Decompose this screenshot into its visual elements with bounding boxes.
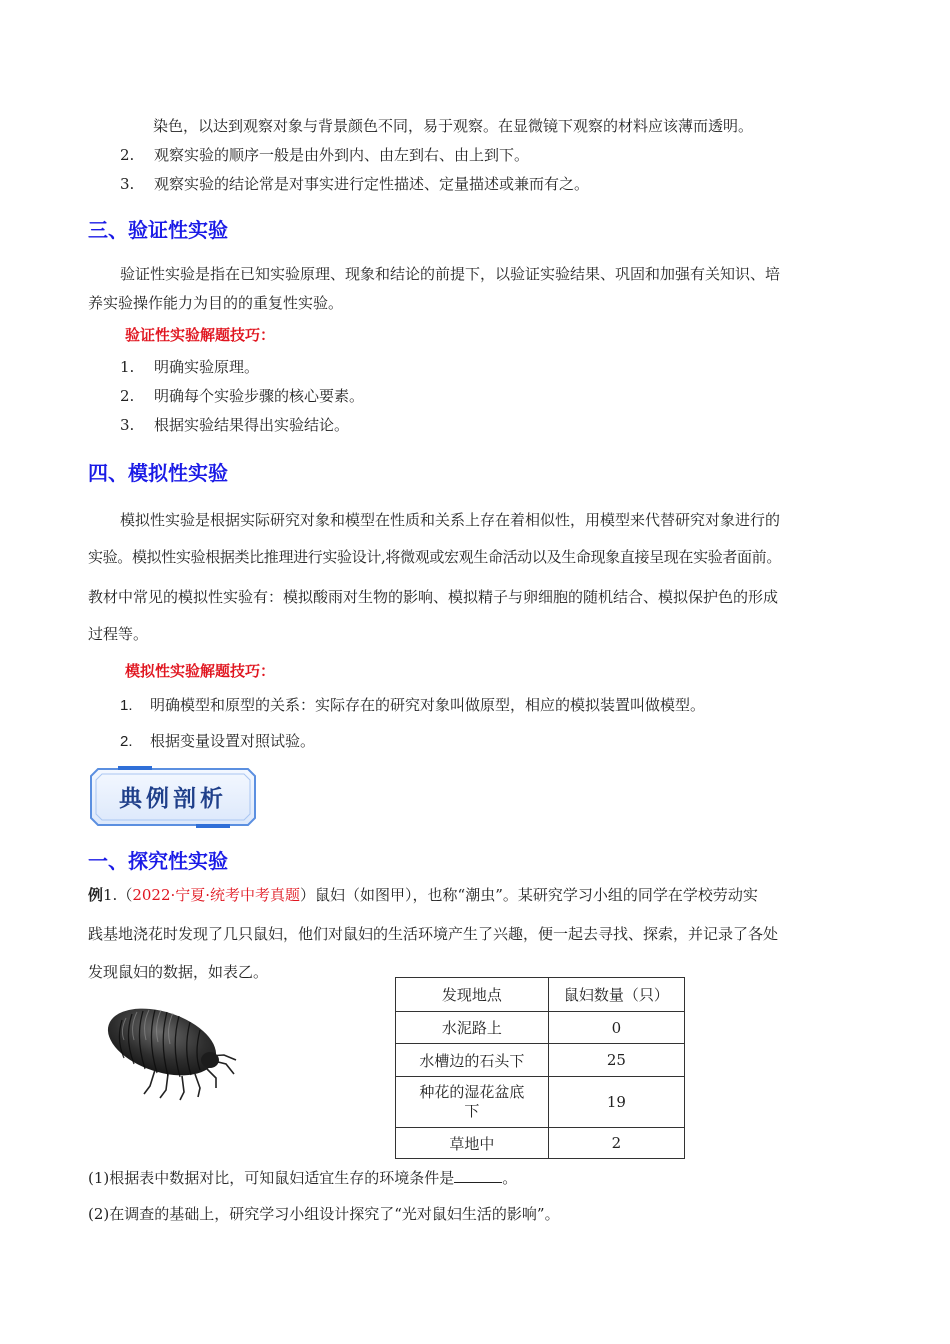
list-number: 1. bbox=[120, 697, 133, 714]
question-line bbox=[88, 1168, 517, 1188]
table-cell-place: 水泥路上 bbox=[396, 1012, 549, 1044]
list-item bbox=[120, 174, 589, 194]
table-header-cell: 鼠妇数量（只） bbox=[548, 978, 684, 1012]
list-number: 3. bbox=[120, 416, 135, 434]
list-item bbox=[120, 415, 349, 435]
tip-heading: 验证性实验解题技巧： bbox=[125, 326, 276, 344]
table-header-row bbox=[396, 978, 685, 1012]
table-cell-count: 25 bbox=[548, 1044, 684, 1077]
paragraph-line: 养实验操作能力为目的的重复性实验。 bbox=[88, 294, 344, 312]
table-cell-place-line: 下 bbox=[464, 1102, 480, 1120]
list-number: 3. bbox=[120, 175, 135, 193]
table-cell-count: 0 bbox=[548, 1012, 684, 1044]
paragraph-line: 教材中常见的模拟性实验有：模拟酸雨对生物的影响、模拟精子与卵细胞的随机结合、模拟保护色的形成 bbox=[88, 588, 779, 606]
list-number: 2. bbox=[120, 146, 135, 164]
list-number: 1. bbox=[120, 358, 135, 376]
list-item bbox=[120, 386, 364, 406]
example-prefix: 例 bbox=[88, 886, 104, 904]
list-item bbox=[120, 145, 529, 165]
badge-label: 典例剖析 bbox=[119, 786, 227, 812]
list-number: 2. bbox=[120, 733, 133, 750]
table-row bbox=[396, 1077, 685, 1128]
section-heading: 一、探究性实验 bbox=[88, 849, 228, 873]
paragraph-line: 模拟性实验是根据实际研究对象和模型在性质和关系上存在着相似性，用模型来代替研究对象进行的 bbox=[120, 511, 781, 529]
list-text: 根据变量设置对照试验。 bbox=[150, 732, 316, 750]
pill-bug-image bbox=[100, 1000, 245, 1105]
example-source: 2022·宁夏·统考中考真题 bbox=[132, 886, 301, 904]
paragraph-line: 发现鼠妇的数据，如表乙。 bbox=[88, 963, 269, 981]
table-cell-count: 19 bbox=[548, 1077, 684, 1128]
question-text-end: 。 bbox=[502, 1169, 518, 1187]
list-item bbox=[120, 357, 259, 377]
paragraph-line: 实验。模拟性实验根据类比推理进行实验设计,将微观或宏观生命活动以及生命现象直接呈现在实验者面前。 bbox=[88, 548, 781, 566]
table-row bbox=[396, 1128, 685, 1159]
paragraph-line: 验证性实验是指在已知实验原理、现象和结论的前提下，以验证实验结果、巩固和加强有关知识、培 bbox=[120, 265, 781, 283]
example-text: ）鼠妇（如图甲），也称“潮虫”。某研究学习小组的同学在学校劳动实 bbox=[300, 886, 758, 904]
table-cell-place bbox=[396, 1077, 549, 1128]
list-text: 根据实验结果得出实验结论。 bbox=[154, 416, 350, 434]
section-heading: 三、验证性实验 bbox=[88, 218, 228, 242]
example-line bbox=[88, 885, 758, 905]
question-line: (2)在调查的基础上，研究学习小组设计探究了“光对鼠妇生活的影响”。 bbox=[88, 1205, 560, 1223]
list-text: 观察实验的顺序一般是由外到内、由左到右、由上到下。 bbox=[154, 146, 530, 164]
list-text: 明确实验原理。 bbox=[154, 358, 260, 376]
section-badge bbox=[88, 766, 258, 828]
example-number: 1.（ bbox=[103, 886, 133, 904]
list-text: 明确每个实验步骤的核心要素。 bbox=[154, 387, 365, 405]
table-row bbox=[396, 1044, 685, 1077]
table-cell-place: 草地中 bbox=[396, 1128, 549, 1159]
answer-blank[interactable] bbox=[454, 1168, 502, 1183]
list-text: 明确模型和原型的关系：实际存在的研究对象叫做原型，相应的模拟装置叫做模型。 bbox=[150, 696, 706, 714]
data-table bbox=[395, 977, 685, 1159]
table-row bbox=[396, 1012, 685, 1044]
section-heading: 四、模拟性实验 bbox=[88, 461, 228, 485]
tip-heading: 模拟性实验解题技巧： bbox=[125, 662, 276, 680]
question-text: (1)根据表中数据对比，可知鼠妇适宜生存的环境条件是 bbox=[88, 1169, 455, 1187]
paragraph-line: 过程等。 bbox=[88, 625, 149, 643]
table-cell-place-line: 种花的湿花盆底 bbox=[419, 1083, 525, 1101]
list-number: 2. bbox=[120, 387, 135, 405]
paragraph-line: 染色，以达到观察对象与背景颜色不同，易于观察。在显微镜下观察的材料应该薄而透明。 bbox=[153, 117, 754, 135]
list-item bbox=[120, 731, 315, 752]
list-text: 观察实验的结论常是对事实进行定性描述、定量描述或兼而有之。 bbox=[154, 175, 590, 193]
table-cell-count: 2 bbox=[548, 1128, 684, 1159]
table-cell-place: 水槽边的石头下 bbox=[396, 1044, 549, 1077]
paragraph-line: 践基地浇花时发现了几只鼠妇，他们对鼠妇的生活环境产生了兴趣，便一起去寻找、探索，并记录了各处 bbox=[88, 925, 779, 943]
table-header-cell: 发现地点 bbox=[396, 978, 549, 1012]
list-item bbox=[120, 695, 705, 716]
